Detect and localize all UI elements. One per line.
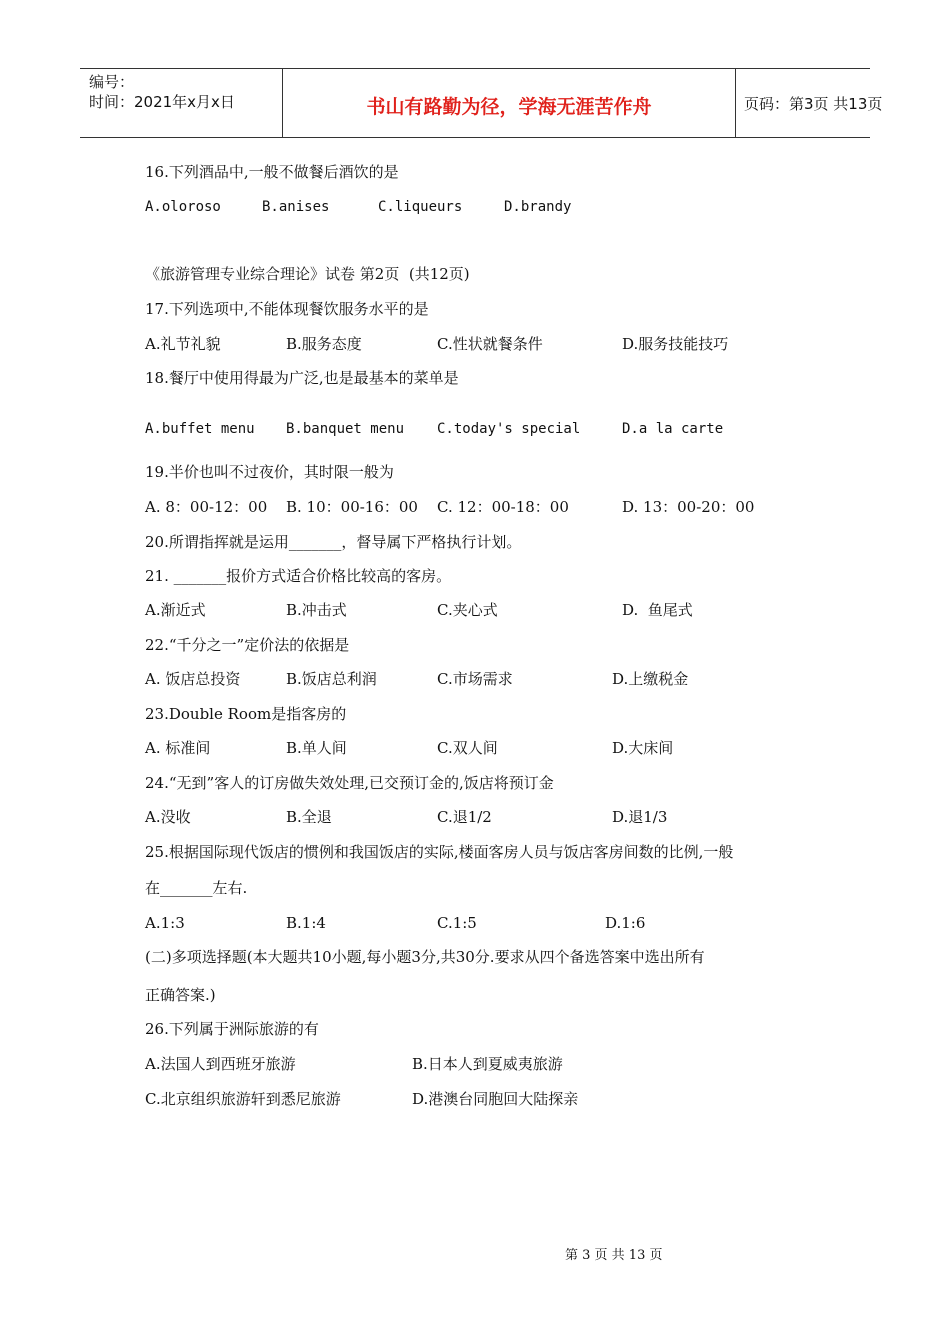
time-label: 时间：2021年x月x日 <box>89 93 235 111</box>
q17-option-a: A.礼节礼貌 <box>145 335 221 353</box>
question-18-stem: 18.餐厅中使用得最为广泛,也是最基本的菜单是 <box>145 369 459 387</box>
page-label: 页码：第3页 共13页 <box>744 95 883 113</box>
q21-option-d: D. 鱼尾式 <box>622 601 693 619</box>
question-20-stem: 20.所谓指挥就是运用_______，督导属下严格执行计划。 <box>145 533 522 551</box>
q19-option-b: B. 10：00-16：00 <box>286 498 418 516</box>
q24-option-d: D.退1/3 <box>612 808 668 826</box>
q26-option-c: C.北京组织旅游轩到悉尼旅游 <box>145 1090 341 1108</box>
section-2-heading-continued: 正确答案.) <box>145 986 216 1004</box>
q16-option-d: D.brandy <box>504 199 572 215</box>
q26-option-b: B.日本人到夏威夷旅游 <box>412 1055 563 1073</box>
q23-option-d: D.大床间 <box>612 739 674 757</box>
q18-option-c: C.today's special <box>437 421 581 437</box>
q21-option-a: A.渐近式 <box>145 601 206 619</box>
question-17-stem: 17.下列选项中,不能体现餐饮服务水平的是 <box>145 300 429 318</box>
number-label: 编号： <box>89 73 135 91</box>
motto: 书山有路勤为径，学海无涯苦作舟 <box>366 96 652 118</box>
question-21-stem: 21. _______报价方式适合价格比较高的客房。 <box>145 567 452 585</box>
document-header <box>80 68 883 138</box>
page-footer: 第 3 页 共 13 页 <box>565 1248 663 1263</box>
question-19-stem: 19.半价也叫不过夜价，其时限一般为 <box>145 463 394 481</box>
q23-option-a: A. 标准间 <box>145 739 211 757</box>
question-26-stem: 26.下列属于洲际旅游的有 <box>145 1020 319 1038</box>
header-page-cell <box>736 69 883 137</box>
q25-option-d: D.1:6 <box>605 914 646 932</box>
question-16-stem: 16.下列酒品中,一般不做餐后酒饮的是 <box>145 163 399 181</box>
q22-option-c: C.市场需求 <box>437 670 513 688</box>
q18-option-d: D.a la carte <box>622 421 724 437</box>
q17-option-c: C.性状就餐条件 <box>437 335 543 353</box>
q26-option-a: A.法国人到西班牙旅游 <box>145 1055 296 1073</box>
q23-option-c: C.双人间 <box>437 739 498 757</box>
header-motto-cell <box>282 69 736 137</box>
q22-option-a: A. 饭店总投资 <box>145 670 241 688</box>
q18-option-a: A.buffet menu <box>145 421 255 437</box>
q16-option-a: A.oloroso <box>145 199 221 215</box>
q24-option-b: B.全退 <box>286 808 332 826</box>
q21-option-b: B.冲击式 <box>286 601 347 619</box>
q25-option-a: A.1:3 <box>145 914 185 932</box>
q18-option-b: B.banquet menu <box>286 421 405 437</box>
q17-option-d: D.服务技能技巧 <box>622 335 729 353</box>
question-23-stem: 23.Double Room是指客房的 <box>145 705 347 723</box>
q21-option-c: C.夹心式 <box>437 601 498 619</box>
section-2-heading: (二)多项选择题(本大题共10小题,每小题3分,共30分.要求从四个备选答案中选出所有 <box>145 948 705 966</box>
question-25-stem-continued: 在_______左右. <box>145 879 248 897</box>
question-24-stem: 24.“无到”客人的订房做失效处理,已交预订金的,饭店将预订金 <box>145 774 554 792</box>
exam-page-note: 《旅游管理专业综合理论》试卷 第2页 (共12页) <box>145 265 470 283</box>
q19-option-a: A. 8：00-12：00 <box>145 498 268 516</box>
q23-option-b: B.单人间 <box>286 739 347 757</box>
header-meta-cell <box>80 69 282 137</box>
q16-option-b: B.anises <box>262 199 330 215</box>
q19-option-c: C. 12：00-18：00 <box>437 498 569 516</box>
q24-option-a: A.没收 <box>145 808 191 826</box>
q24-option-c: C.退1/2 <box>437 808 492 826</box>
q22-option-d: D.上缴税金 <box>612 670 689 688</box>
q22-option-b: B.饭店总利润 <box>286 670 377 688</box>
q25-option-b: B.1:4 <box>286 914 326 932</box>
question-25-stem: 25.根据国际现代饭店的惯例和我国饭店的实际,楼面客房人员与饭店客房间数的比例,一般 <box>145 843 734 861</box>
q17-option-b: B.服务态度 <box>286 335 362 353</box>
q16-option-c: C.liqueurs <box>378 199 463 215</box>
q26-option-d: D.港澳台同胞回大陆探亲 <box>412 1090 579 1108</box>
question-22-stem: 22.“千分之一”定价法的依据是 <box>145 636 350 654</box>
q25-option-c: C.1:5 <box>437 914 477 932</box>
q19-option-d: D. 13：00-20：00 <box>622 498 755 516</box>
